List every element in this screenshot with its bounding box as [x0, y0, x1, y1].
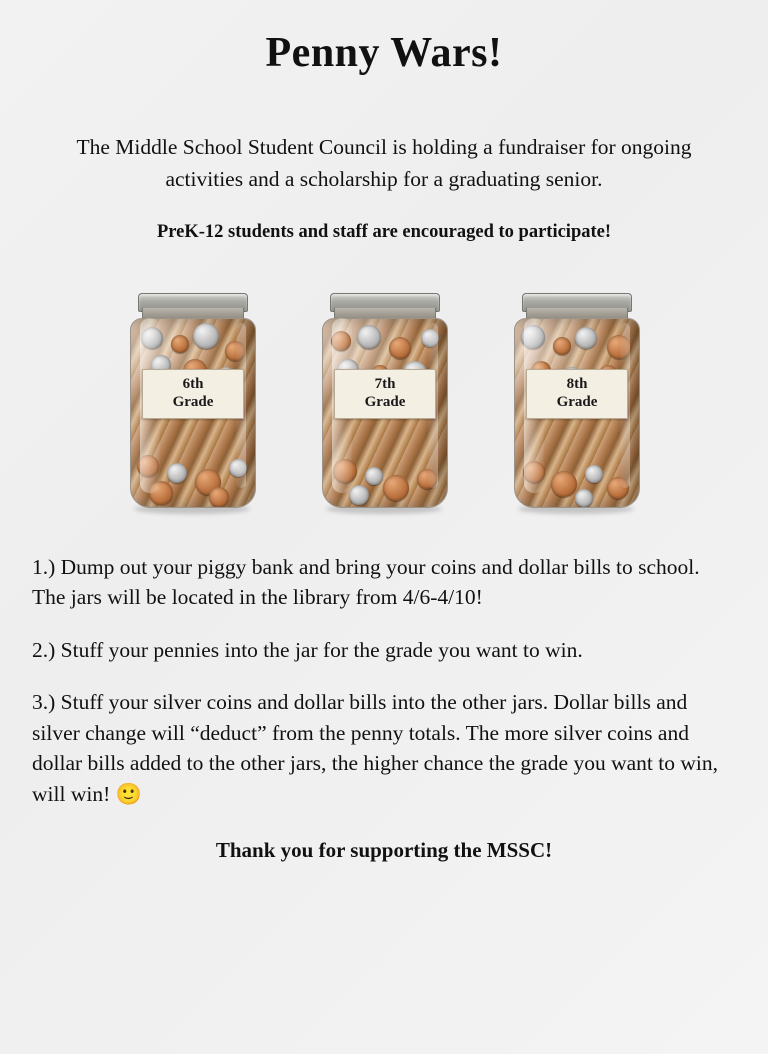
coin-icon — [551, 471, 577, 497]
jar-label-line2: Grade — [172, 393, 214, 410]
coin-icon — [607, 477, 629, 499]
coin-icon — [333, 459, 357, 483]
coin-jar-6th — [124, 293, 260, 508]
coin-icon — [521, 325, 545, 349]
instructions-list — [32, 552, 736, 810]
coin-icon — [137, 455, 159, 477]
coin-icon — [607, 335, 631, 359]
coin-icon — [225, 341, 245, 361]
instruction-step-1: 1.) Dump out your piggy bank and bring your coins and dollar bills to school. The jars will be located in the library from 4/6-4/10! — [32, 554, 700, 610]
smiley-face-icon: 🙂 — [115, 781, 142, 806]
coin-icon — [141, 327, 163, 349]
jar-label-line2: Grade — [364, 393, 406, 410]
coin-icon — [417, 469, 437, 489]
instruction-step-3 — [32, 687, 736, 809]
coin-icon — [383, 475, 409, 501]
coin-jar-8th — [508, 293, 644, 508]
coin-icon — [553, 337, 571, 355]
jar-label-line1: 7th — [374, 376, 396, 393]
coin-icon — [331, 331, 351, 351]
coin-icon — [193, 323, 219, 349]
instruction-step-2: 2.) Stuff your pennies into the jar for the grade you want to win. — [32, 637, 583, 662]
thank-you-note: Thank you for supporting the MSSC! — [215, 837, 553, 862]
coin-icon — [357, 325, 381, 349]
jar-label-line2: Grade — [556, 393, 598, 410]
coin-icon — [365, 467, 383, 485]
jar-label-line1: 8th — [566, 376, 588, 393]
instruction-step-3-text: 3.) Stuff your silver coins and dollar bills into the other jars. Dollar bills and silver change will “deduct” from the penny totals. The more silver coins and dollar bills added to the other jars, the higher chance the grade you want to win, will win! — [32, 690, 718, 806]
coin-icon — [585, 465, 603, 483]
jar-label-7th — [334, 369, 436, 419]
coin-icon — [575, 327, 597, 349]
coin-icon — [149, 481, 173, 505]
coin-icon — [421, 329, 439, 347]
jar-label-6th — [142, 369, 244, 419]
jar-label-line1: 6th — [182, 376, 204, 393]
coin-icon — [523, 461, 545, 483]
jar-label-8th — [526, 369, 628, 419]
participation-note: PreK-12 students and staff are encouraged to participate! — [156, 221, 612, 242]
poster-page — [0, 30, 768, 1054]
coin-icon — [389, 337, 411, 359]
coin-icon — [575, 489, 593, 507]
coin-icon — [229, 459, 247, 477]
coin-icon — [171, 335, 189, 353]
coin-jar-7th — [316, 293, 452, 508]
coin-icon — [209, 487, 229, 507]
page-title: Penny Wars! — [265, 30, 503, 76]
intro-paragraph: The Middle School Student Council is holding a fundraiser for ongoing activities and a scholarship for a graduating senior. — [76, 135, 692, 192]
coin-icon — [349, 485, 369, 505]
coin-icon — [167, 463, 187, 483]
jar-row — [0, 293, 768, 508]
